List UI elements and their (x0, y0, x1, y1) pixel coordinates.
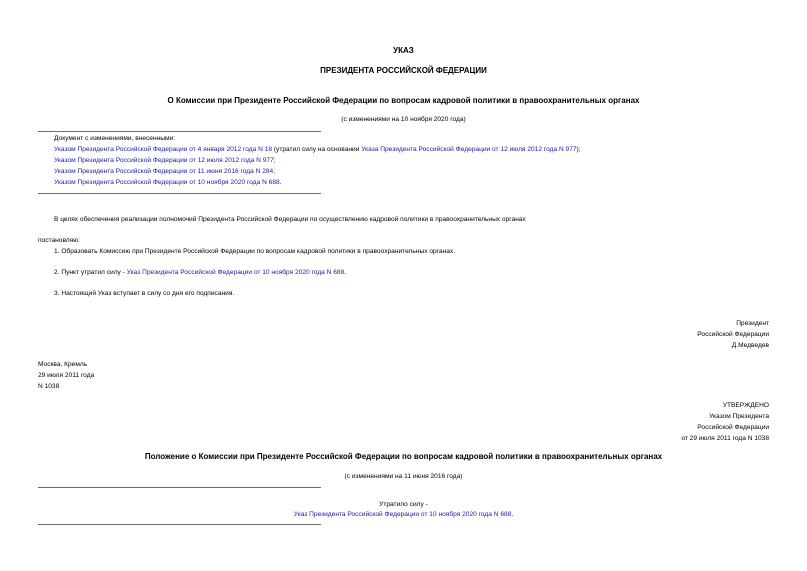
approval-word: УТВЕРЖДЕНО (722, 402, 769, 409)
amendment-line-3: Указом Президента Российской Федерации от 11 июня 2016 года N 284; (54, 168, 276, 175)
amendments-intro: Документ с изменениями, внесенными: (54, 135, 176, 142)
decree-title: УКАЗ (393, 46, 414, 55)
regulation-title: Положение о Комиссии при Президенте Российской Федерации по вопросам кадровой политики в правоохранительных органах (144, 452, 663, 461)
decree-subject: О Комиссии при Президенте Российской Федерации по вопросам кадровой политики в правоохранительных органах (167, 96, 640, 105)
preamble: В целях обеспечения реализации полномочий Президента Российской Федерации по осуществлению кадровой политики в правоохранительных органах (54, 216, 526, 223)
resolve-word: постановляю: (38, 237, 81, 244)
signing-date: 29 июля 2011 года (38, 372, 95, 379)
item-3: 3. Настоящий Указ вступает в силу со дня его подписания. (54, 290, 235, 297)
regulation-changes-note: (с изменениями на 11 июня 2016 года) (344, 473, 463, 480)
regulation-bottom-rule (38, 524, 321, 525)
amendment-link-1b[interactable]: Указа Президента Российской Федерации от 12 июля 2012 года N 977 (361, 146, 577, 153)
amendment-link-4[interactable]: Указом Президента Российской Федерации от 10 ноября 2020 года N 688 (54, 179, 280, 186)
approval-by: Указом Президента (709, 413, 769, 420)
amendment-link-2[interactable]: Указом Президента Российской Федерации от 12 июля 2012 года N 977 (54, 157, 274, 164)
item-2: 2. Пункт утратил силу - Указ Президента Российской Федерации от 10 ноября 2020 года N 688. (54, 269, 347, 276)
decree-changes-note: (с изменениями на 10 ноября 2020 года) (341, 116, 466, 123)
item-2-link[interactable]: Указ Президента Российской Федерации от 10 ноября 2020 года N 688 (126, 269, 345, 276)
item-1: 1. Образовать Комиссию при Президенте Российской Федерации по вопросам кадровой политики в правоохранительных органах. (54, 248, 456, 255)
regulation-void-label: Утратило силу - (379, 501, 428, 508)
amendments-top-rule (38, 131, 321, 132)
signature-name: Д.Медведев (731, 342, 769, 349)
approval-country: Российской Федерации (697, 424, 769, 431)
regulation-void-link[interactable]: Указ Президента Российской Федерации от 10 ноября 2020 года N 688 (293, 511, 512, 518)
amendment-line-4: Указом Президента Российской Федерации от 10 ноября 2020 года N 688. (54, 179, 282, 186)
amendments-bottom-rule (38, 193, 321, 194)
amendment-line-1: Указом Президента Российской Федерации от 4 января 2012 года N 18 (утратил силу на основании Указа Президента Российской Федерации от 12 июля 2012 года N 977); (54, 146, 581, 153)
decree-number: N 1038 (38, 383, 60, 390)
regulation-top-rule (38, 487, 321, 488)
decree-issuer: ПРЕЗИДЕНТА РОССИЙСКОЙ ФЕДЕРАЦИИ (320, 66, 487, 75)
approval-date: от 29 июля 2011 года N 1038 (681, 435, 769, 442)
amendment-link-3[interactable]: Указом Президента Российской Федерации от 11 июня 2016 года N 284 (54, 168, 274, 175)
signature-title: Президент (736, 320, 769, 327)
amendment-line-2: Указом Президента Российской Федерации от 12 июля 2012 года N 977; (54, 157, 276, 164)
amendment-link-1[interactable]: Указом Президента Российской Федерации от 4 января 2012 года N 18 (54, 146, 272, 153)
regulation-void-line: Указ Президента Российской Федерации от 10 ноября 2020 года N 688. (293, 511, 514, 518)
signature-country: Российской Федерации (697, 331, 769, 338)
signing-place: Москва, Кремль (38, 361, 88, 368)
